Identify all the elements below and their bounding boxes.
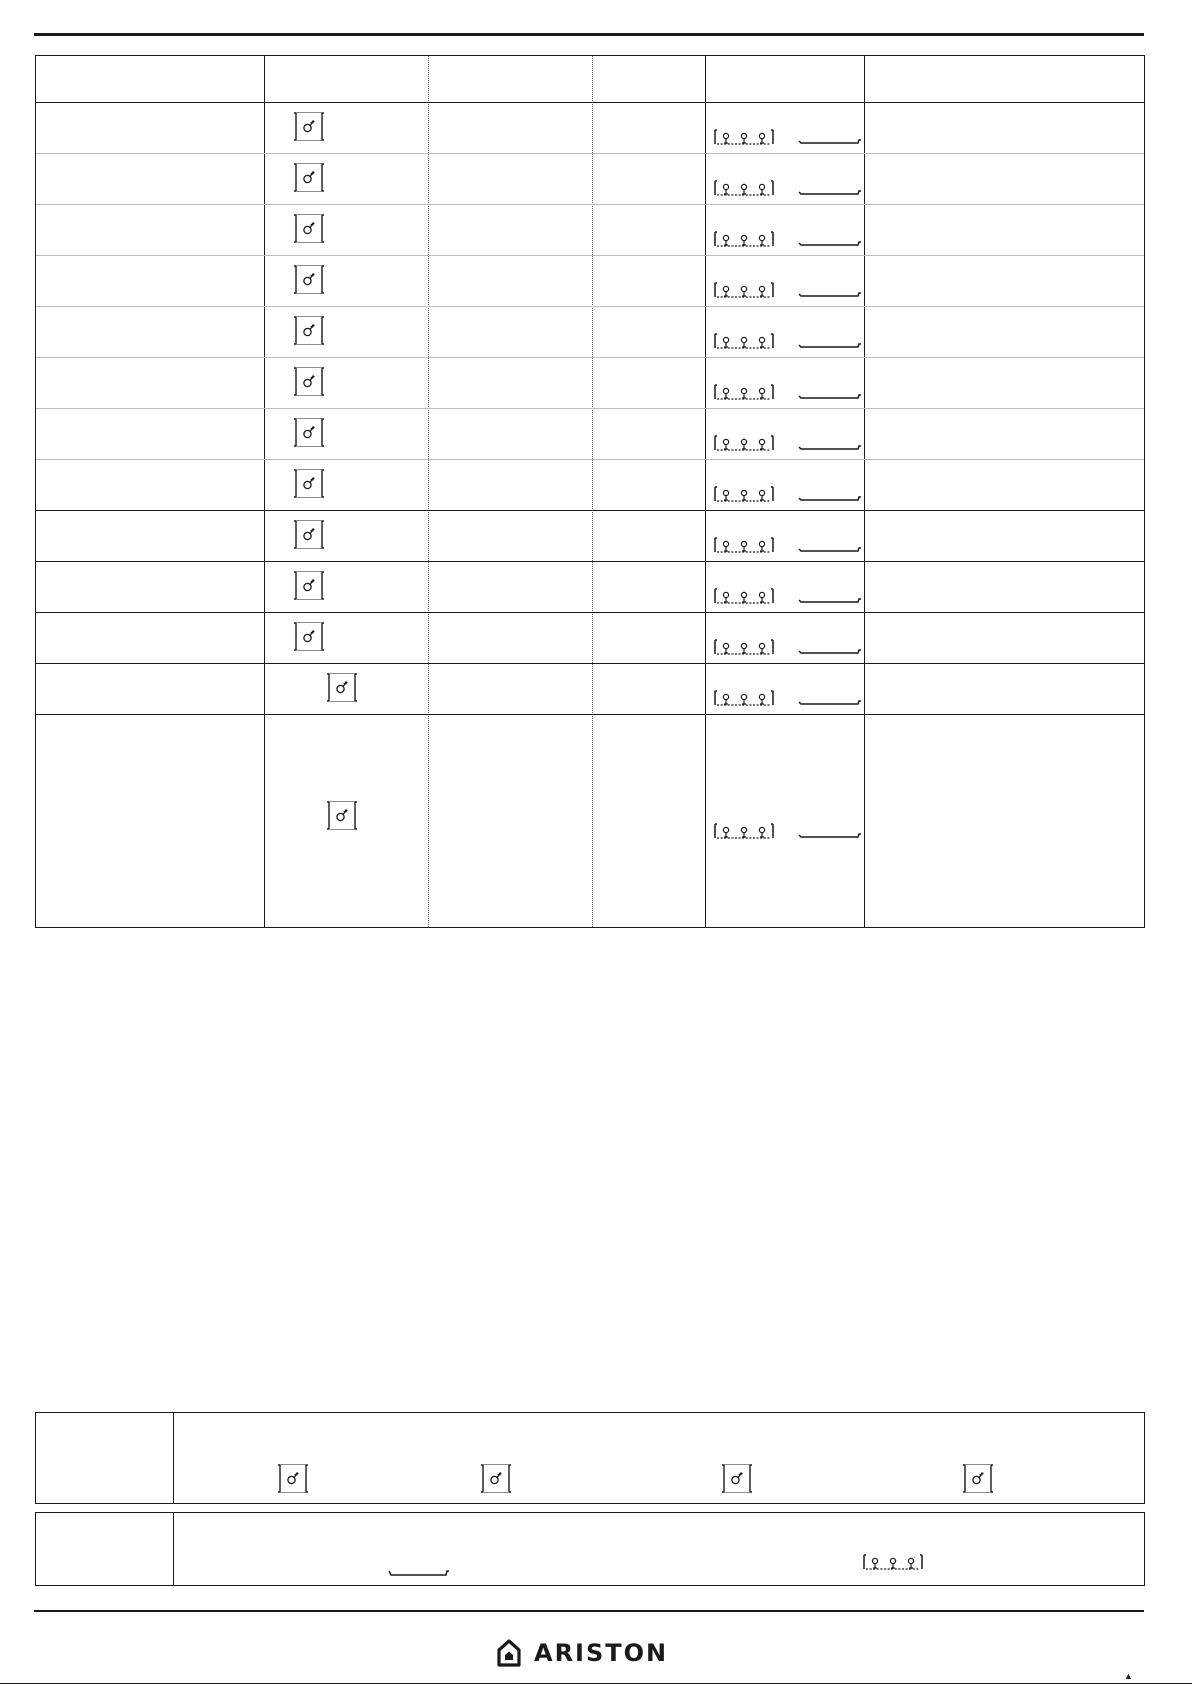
key-symbol-icon bbox=[293, 161, 325, 194]
bottom-rule bbox=[34, 1610, 1144, 1612]
key-symbol-icon bbox=[277, 1462, 309, 1495]
column-divider bbox=[428, 56, 429, 927]
key-symbol-icon-wrap bbox=[293, 569, 325, 602]
row-divider bbox=[36, 663, 1144, 664]
house-logo-icon bbox=[496, 1638, 522, 1668]
rinse-tray-icon-wrap bbox=[386, 1563, 452, 1579]
column-divider bbox=[592, 56, 593, 927]
key-symbol-icon bbox=[293, 110, 325, 143]
detergent-pans-icon bbox=[711, 279, 865, 301]
key-symbol-icon-wrap bbox=[293, 416, 325, 449]
row-divider bbox=[36, 357, 1144, 358]
key-symbol-icon bbox=[721, 1462, 753, 1495]
detergent-pans-icon-wrap bbox=[711, 483, 865, 505]
detergent-pans-icon bbox=[711, 687, 865, 709]
detergent-pans-icon bbox=[711, 381, 865, 403]
detergent-pans-icon bbox=[711, 534, 865, 556]
detergent-pans-icon-wrap bbox=[711, 432, 865, 454]
key-symbol-icon bbox=[293, 314, 325, 347]
key-symbol-icon-wrap bbox=[293, 314, 325, 347]
legend-row-keys bbox=[35, 1412, 1145, 1504]
row-divider bbox=[36, 408, 1144, 409]
rinse-tray-icon bbox=[386, 1563, 452, 1579]
row-divider bbox=[36, 204, 1144, 205]
legend-label-cell bbox=[36, 1513, 174, 1585]
detergent-pans-icon bbox=[711, 585, 865, 607]
detergent-pans-icon bbox=[711, 177, 865, 199]
key-symbol-icon bbox=[293, 416, 325, 449]
column-divider bbox=[705, 56, 706, 927]
row-divider bbox=[36, 153, 1144, 154]
legend-label-cell bbox=[36, 1413, 174, 1503]
key-symbol-icon-wrap bbox=[293, 518, 325, 551]
brand-logo bbox=[496, 1638, 668, 1668]
page-bottom-line bbox=[0, 1683, 1192, 1684]
detergent-pans-icon-wrap bbox=[711, 636, 865, 658]
row-divider bbox=[36, 714, 1144, 715]
key-symbol-icon bbox=[293, 620, 325, 653]
key-symbol-icon-wrap bbox=[293, 467, 325, 500]
key-symbol-icon bbox=[962, 1462, 994, 1495]
detergent-tray-icon bbox=[860, 1551, 926, 1573]
detergent-pans-icon-wrap bbox=[711, 177, 865, 199]
detergent-pans-icon-wrap bbox=[711, 330, 865, 352]
key-symbol-icon bbox=[326, 799, 358, 832]
top-rule bbox=[34, 33, 1144, 36]
detergent-pans-icon bbox=[711, 820, 865, 842]
brand-name: ARISTON bbox=[534, 1639, 669, 1667]
detergent-pans-icon-wrap bbox=[711, 228, 865, 250]
detergent-pans-icon bbox=[711, 432, 865, 454]
detergent-pans-icon-wrap bbox=[711, 381, 865, 403]
detergent-pans-icon bbox=[711, 636, 865, 658]
detergent-pans-icon bbox=[711, 330, 865, 352]
row-divider bbox=[36, 510, 1144, 511]
row-divider bbox=[36, 561, 1144, 562]
key-symbol-icon-wrap bbox=[962, 1462, 994, 1495]
key-symbol-icon-wrap bbox=[326, 799, 358, 832]
key-symbol-icon-wrap bbox=[293, 620, 325, 653]
detergent-tray-icon-wrap bbox=[860, 1551, 926, 1573]
key-symbol-icon bbox=[326, 671, 358, 704]
key-symbol-icon-wrap bbox=[293, 161, 325, 194]
key-symbol-icon bbox=[480, 1462, 512, 1495]
row-divider bbox=[36, 102, 1144, 103]
row-divider bbox=[36, 255, 1144, 256]
key-symbol-icon-wrap bbox=[480, 1462, 512, 1495]
key-symbol-icon-wrap bbox=[277, 1462, 309, 1495]
row-divider bbox=[36, 459, 1144, 460]
key-symbol-icon bbox=[293, 518, 325, 551]
corner-mark: ▲ bbox=[1124, 1671, 1133, 1681]
detergent-pans-icon-wrap bbox=[711, 687, 865, 709]
key-symbol-icon-wrap bbox=[293, 365, 325, 398]
key-symbol-icon-wrap bbox=[326, 671, 358, 704]
key-symbol-icon bbox=[293, 212, 325, 245]
programme-table bbox=[35, 55, 1145, 928]
key-symbol-icon-wrap bbox=[293, 212, 325, 245]
detergent-pans-icon bbox=[711, 228, 865, 250]
column-divider bbox=[264, 56, 265, 927]
detergent-pans-icon-wrap bbox=[711, 820, 865, 842]
detergent-pans-icon bbox=[711, 126, 865, 148]
detergent-pans-icon-wrap bbox=[711, 585, 865, 607]
key-symbol-icon-wrap bbox=[721, 1462, 753, 1495]
detergent-pans-icon-wrap bbox=[711, 279, 865, 301]
row-divider bbox=[36, 306, 1144, 307]
key-symbol-icon bbox=[293, 467, 325, 500]
key-symbol-icon bbox=[293, 365, 325, 398]
key-symbol-icon-wrap bbox=[293, 110, 325, 143]
key-symbol-icon bbox=[293, 569, 325, 602]
key-symbol-icon bbox=[293, 263, 325, 296]
detergent-pans-icon bbox=[711, 483, 865, 505]
detergent-pans-icon-wrap bbox=[711, 126, 865, 148]
detergent-pans-icon-wrap bbox=[711, 534, 865, 556]
legend-row-trays bbox=[35, 1512, 1145, 1586]
row-divider bbox=[36, 612, 1144, 613]
key-symbol-icon-wrap bbox=[293, 263, 325, 296]
